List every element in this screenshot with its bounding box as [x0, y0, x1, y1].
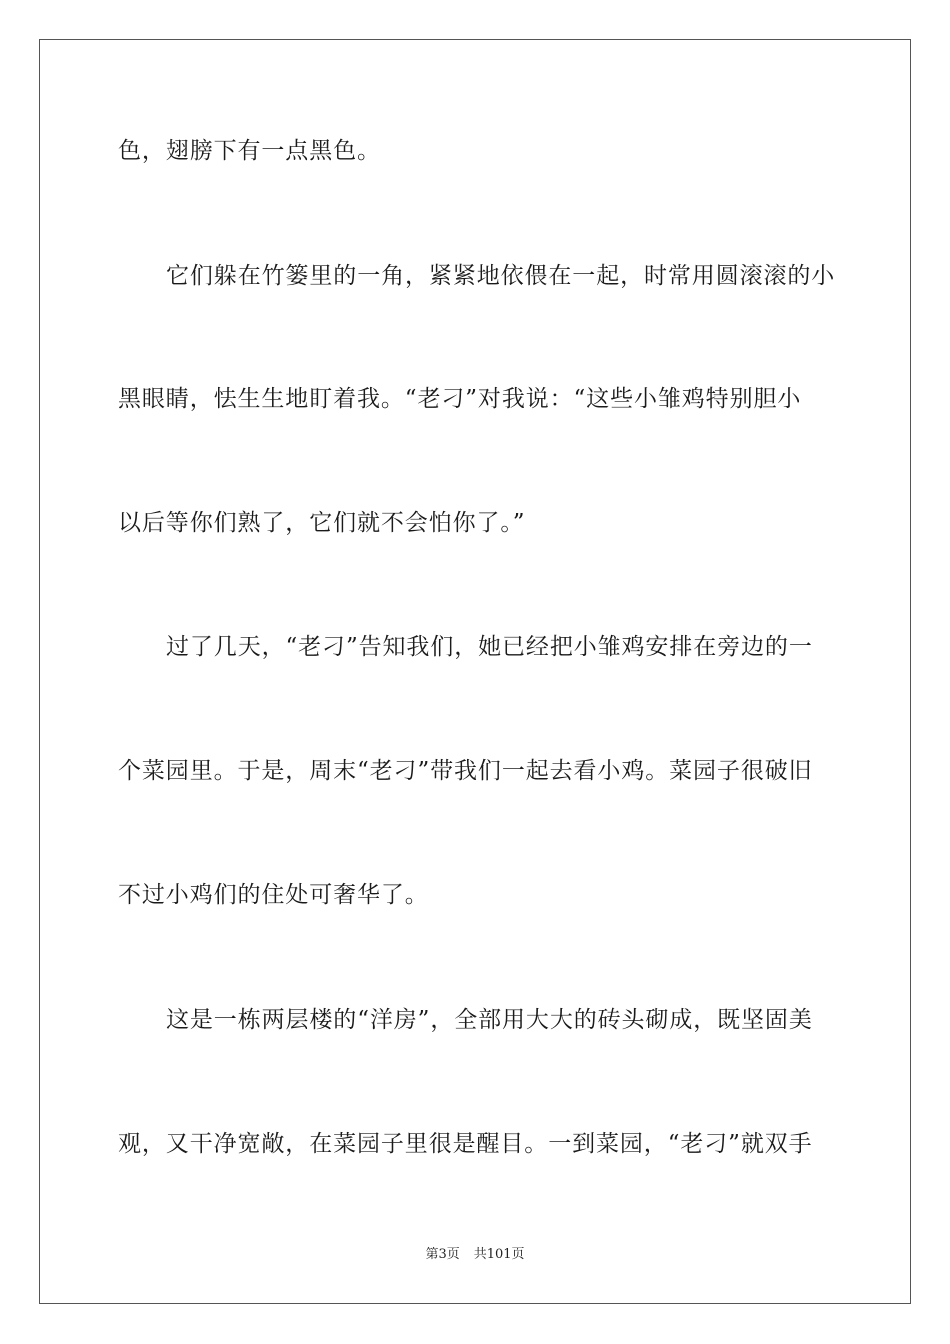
- text-line-9: 观，又干净宽敞，在菜园子里很是醒目。一到菜园，“老刁”就双手: [118, 1131, 813, 1157]
- text-line-6: 个菜园里。于是，周末“老刁”带我们一起去看小鸡。菜园子很破旧: [118, 758, 813, 784]
- text-line-1: 色，翅膀下有一点黑色。: [118, 138, 381, 164]
- total-pages: 共101页: [473, 1247, 525, 1262]
- text-line-8: 这是一栋两层楼的“洋房”，全部用大大的砖头砌成，既坚固美: [166, 1007, 813, 1033]
- text-line-2: 它们躲在竹篓里的一角，紧紧地依偎在一起，时常用圆滚滚的小: [166, 263, 836, 289]
- text-line-4: 以后等你们熟了，它们就不会怕你了。”: [118, 510, 526, 536]
- text-line-5: 过了几天，“老刁”告知我们，她已经把小雏鸡安排在旁边的一: [166, 634, 813, 660]
- page-footer: [0, 1246, 950, 1264]
- text-line-3: 黑眼睛，怯生生地盯着我。“老刁”对我说：“这些小雏鸡特别胆小: [118, 386, 802, 412]
- page-border: [39, 39, 911, 1304]
- page-number: 第3页: [425, 1247, 460, 1262]
- text-line-7: 不过小鸡们的住处可奢华了。: [118, 882, 429, 908]
